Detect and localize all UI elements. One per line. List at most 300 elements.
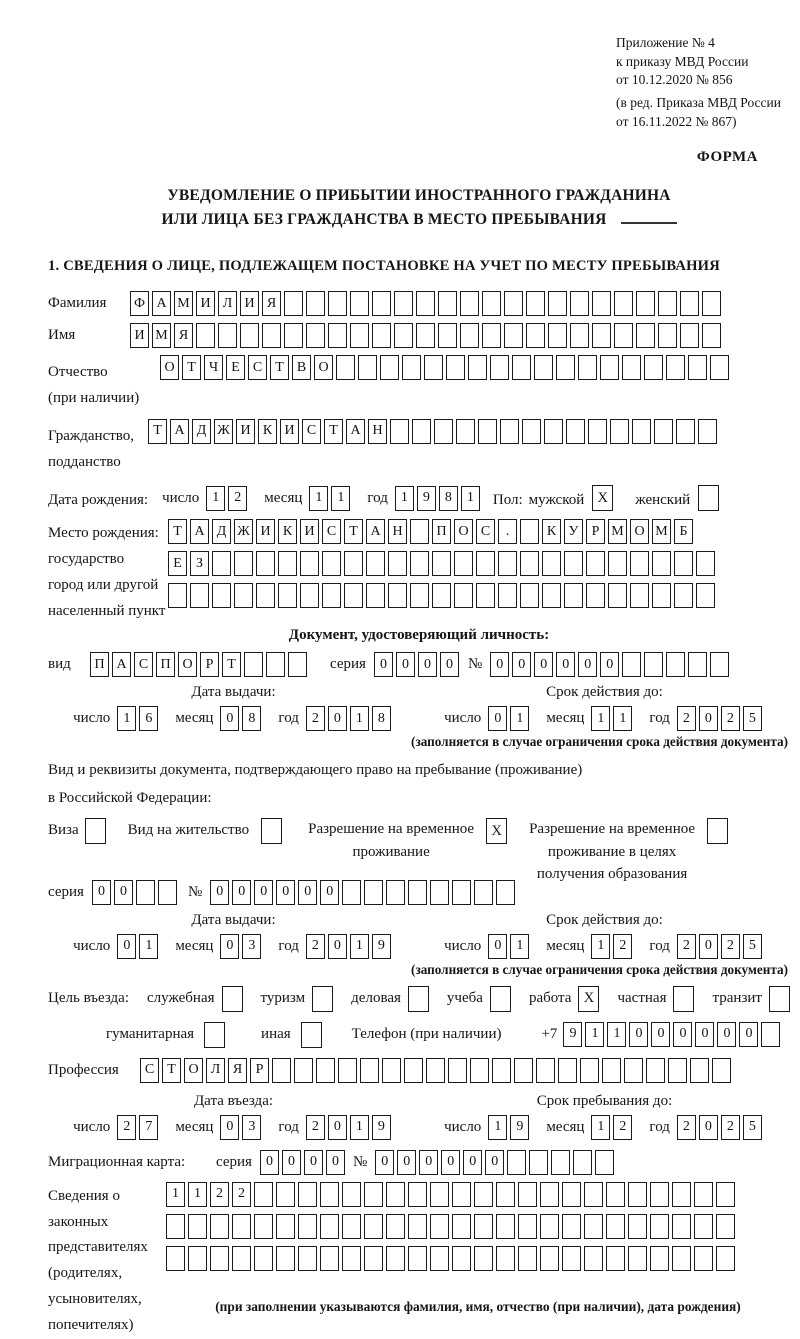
char-cell[interactable]: М <box>174 291 193 316</box>
char-cell[interactable] <box>592 323 611 348</box>
char-cell[interactable] <box>542 551 561 576</box>
char-cell[interactable] <box>320 1182 339 1207</box>
char-cell[interactable] <box>210 1214 229 1239</box>
char-cell[interactable]: Л <box>218 291 237 316</box>
char-cell[interactable] <box>350 291 369 316</box>
char-cell[interactable] <box>628 1246 647 1271</box>
char-cell[interactable]: 0 <box>440 652 459 677</box>
purpose-business-checkbox[interactable] <box>408 986 429 1012</box>
digit-cell[interactable]: 5 <box>743 934 762 959</box>
char-cell[interactable] <box>366 551 385 576</box>
char-cell[interactable] <box>416 291 435 316</box>
char-cell[interactable] <box>344 583 363 608</box>
char-cell[interactable] <box>408 880 427 905</box>
char-cell[interactable] <box>650 1182 669 1207</box>
char-cell[interactable]: Н <box>388 519 407 544</box>
digit-cell[interactable]: 1 <box>139 934 158 959</box>
char-cell[interactable]: 0 <box>534 652 553 677</box>
char-cell[interactable] <box>712 1058 731 1083</box>
char-cell[interactable] <box>364 880 383 905</box>
char-cell[interactable] <box>284 323 303 348</box>
char-cell[interactable] <box>542 583 561 608</box>
char-cell[interactable] <box>558 1058 577 1083</box>
digit-cell[interactable]: 1 <box>488 1115 507 1140</box>
char-cell[interactable] <box>158 880 177 905</box>
char-cell[interactable] <box>366 583 385 608</box>
char-cell[interactable] <box>540 1182 559 1207</box>
char-cell[interactable] <box>534 355 553 380</box>
char-cell[interactable] <box>278 551 297 576</box>
char-cell[interactable] <box>584 1182 603 1207</box>
doc-series-cells[interactable] <box>374 652 462 677</box>
char-cell[interactable] <box>452 1214 471 1239</box>
digit-cell[interactable]: 1 <box>591 1115 610 1140</box>
char-cell[interactable] <box>520 551 539 576</box>
legal-reps-cells-line3[interactable] <box>166 1246 790 1271</box>
digit-cell[interactable]: 2 <box>613 1115 632 1140</box>
char-cell[interactable] <box>196 323 215 348</box>
char-cell[interactable]: 0 <box>260 1150 279 1175</box>
digit-cell[interactable]: 2 <box>677 934 696 959</box>
char-cell[interactable] <box>622 652 641 677</box>
char-cell[interactable] <box>564 583 583 608</box>
char-cell[interactable] <box>540 1246 559 1271</box>
char-cell[interactable]: З <box>190 551 209 576</box>
digit-cell[interactable]: 1 <box>331 486 350 511</box>
digit-cell[interactable]: 3 <box>242 1115 261 1140</box>
digit-cell[interactable]: 9 <box>510 1115 529 1140</box>
char-cell[interactable]: . <box>498 519 517 544</box>
char-cell[interactable]: 0 <box>396 652 415 677</box>
char-cell[interactable] <box>360 1058 379 1083</box>
char-cell[interactable] <box>570 323 589 348</box>
char-cell[interactable] <box>478 419 497 444</box>
char-cell[interactable] <box>482 291 501 316</box>
purpose-study-checkbox[interactable] <box>490 986 511 1012</box>
digit-cell[interactable]: 0 <box>328 934 347 959</box>
char-cell[interactable] <box>696 551 715 576</box>
char-cell[interactable]: К <box>258 419 277 444</box>
digit-cell[interactable]: 0 <box>699 1115 718 1140</box>
char-cell[interactable]: П <box>432 519 451 544</box>
char-cell[interactable] <box>452 1246 471 1271</box>
char-cell[interactable]: 0 <box>210 880 229 905</box>
char-cell[interactable] <box>518 1214 537 1239</box>
char-cell[interactable] <box>586 551 605 576</box>
char-cell[interactable] <box>460 291 479 316</box>
char-cell[interactable]: М <box>608 519 627 544</box>
char-cell[interactable] <box>210 1246 229 1271</box>
birth-place-cells-line3[interactable] <box>168 583 718 608</box>
char-cell[interactable]: 0 <box>739 1022 758 1047</box>
char-cell[interactable] <box>588 419 607 444</box>
char-cell[interactable]: Р <box>586 519 605 544</box>
char-cell[interactable] <box>496 1246 515 1271</box>
digit-cell[interactable]: 0 <box>328 706 347 731</box>
char-cell[interactable]: Р <box>250 1058 269 1083</box>
char-cell[interactable] <box>666 652 685 677</box>
doc-kind-cells[interactable] <box>90 652 310 677</box>
char-cell[interactable]: 0 <box>397 1150 416 1175</box>
residence-series-cells[interactable] <box>92 880 180 905</box>
char-cell[interactable] <box>430 1246 449 1271</box>
char-cell[interactable] <box>694 1182 713 1207</box>
char-cell[interactable] <box>386 1246 405 1271</box>
char-cell[interactable] <box>404 1058 423 1083</box>
char-cell[interactable] <box>408 1214 427 1239</box>
char-cell[interactable]: 0 <box>695 1022 714 1047</box>
char-cell[interactable] <box>548 291 567 316</box>
char-cell[interactable] <box>644 355 663 380</box>
doc-number-cells[interactable] <box>490 652 732 677</box>
char-cell[interactable] <box>526 323 545 348</box>
char-cell[interactable]: Т <box>162 1058 181 1083</box>
char-cell[interactable] <box>624 1058 643 1083</box>
char-cell[interactable] <box>298 1214 317 1239</box>
char-cell[interactable] <box>434 419 453 444</box>
char-cell[interactable] <box>716 1214 735 1239</box>
migration-number-cells[interactable] <box>375 1150 617 1175</box>
char-cell[interactable]: 1 <box>188 1182 207 1207</box>
char-cell[interactable]: У <box>564 519 583 544</box>
char-cell[interactable] <box>564 551 583 576</box>
char-cell[interactable] <box>696 583 715 608</box>
purpose-other-checkbox[interactable] <box>301 1022 322 1048</box>
char-cell[interactable] <box>322 583 341 608</box>
char-cell[interactable]: Л <box>206 1058 225 1083</box>
char-cell[interactable] <box>474 880 493 905</box>
char-cell[interactable] <box>476 551 495 576</box>
char-cell[interactable]: 0 <box>600 652 619 677</box>
char-cell[interactable]: И <box>236 419 255 444</box>
char-cell[interactable]: 2 <box>210 1182 229 1207</box>
char-cell[interactable] <box>212 583 231 608</box>
digit-cell[interactable]: 1 <box>206 486 225 511</box>
digit-cell[interactable]: 2 <box>228 486 247 511</box>
char-cell[interactable]: М <box>652 519 671 544</box>
purpose-private-checkbox[interactable] <box>673 986 694 1012</box>
char-cell[interactable] <box>630 583 649 608</box>
char-cell[interactable]: О <box>314 355 333 380</box>
char-cell[interactable] <box>492 1058 511 1083</box>
char-cell[interactable] <box>498 551 517 576</box>
char-cell[interactable] <box>573 1150 592 1175</box>
char-cell[interactable]: Т <box>148 419 167 444</box>
char-cell[interactable]: 2 <box>232 1182 251 1207</box>
char-cell[interactable] <box>680 323 699 348</box>
char-cell[interactable] <box>284 291 303 316</box>
char-cell[interactable] <box>578 355 597 380</box>
digit-cell[interactable]: 1 <box>510 706 529 731</box>
char-cell[interactable]: С <box>134 652 153 677</box>
char-cell[interactable] <box>166 1246 185 1271</box>
char-cell[interactable] <box>402 355 421 380</box>
purpose-humanitarian-checkbox[interactable] <box>204 1022 225 1048</box>
char-cell[interactable] <box>276 1214 295 1239</box>
char-cell[interactable] <box>336 355 355 380</box>
char-cell[interactable] <box>424 355 443 380</box>
char-cell[interactable] <box>168 583 187 608</box>
char-cell[interactable]: Я <box>262 291 281 316</box>
char-cell[interactable]: А <box>170 419 189 444</box>
char-cell[interactable] <box>608 551 627 576</box>
patronymic-cells[interactable] <box>160 355 732 380</box>
char-cell[interactable]: 0 <box>629 1022 648 1047</box>
char-cell[interactable] <box>262 323 281 348</box>
citizenship-cells[interactable] <box>148 419 720 444</box>
purpose-transit-checkbox[interactable] <box>769 986 790 1012</box>
char-cell[interactable]: 0 <box>717 1022 736 1047</box>
char-cell[interactable] <box>482 323 501 348</box>
char-cell[interactable] <box>272 1058 291 1083</box>
char-cell[interactable] <box>536 1058 555 1083</box>
char-cell[interactable]: Д <box>212 519 231 544</box>
char-cell[interactable] <box>761 1022 780 1047</box>
char-cell[interactable] <box>672 1214 691 1239</box>
digit-cell[interactable]: 1 <box>350 706 369 731</box>
char-cell[interactable]: 0 <box>114 880 133 905</box>
temp-permit-checkbox[interactable]: X <box>486 818 507 844</box>
digit-cell[interactable]: 8 <box>372 706 391 731</box>
char-cell[interactable] <box>512 355 531 380</box>
char-cell[interactable]: Ч <box>204 355 223 380</box>
char-cell[interactable] <box>658 323 677 348</box>
char-cell[interactable] <box>294 1058 313 1083</box>
char-cell[interactable] <box>636 291 655 316</box>
char-cell[interactable] <box>320 1214 339 1239</box>
char-cell[interactable]: 9 <box>563 1022 582 1047</box>
char-cell[interactable]: П <box>156 652 175 677</box>
char-cell[interactable] <box>586 583 605 608</box>
char-cell[interactable] <box>562 1182 581 1207</box>
char-cell[interactable] <box>432 583 451 608</box>
char-cell[interactable]: Е <box>168 551 187 576</box>
char-cell[interactable] <box>328 323 347 348</box>
sex-male-checkbox[interactable]: X <box>592 485 613 511</box>
char-cell[interactable] <box>606 1182 625 1207</box>
char-cell[interactable] <box>474 1214 493 1239</box>
char-cell[interactable] <box>672 1182 691 1207</box>
char-cell[interactable]: В <box>292 355 311 380</box>
purpose-official-checkbox[interactable] <box>222 986 243 1012</box>
char-cell[interactable]: 0 <box>651 1022 670 1047</box>
char-cell[interactable]: С <box>322 519 341 544</box>
char-cell[interactable]: Ж <box>234 519 253 544</box>
char-cell[interactable] <box>212 551 231 576</box>
char-cell[interactable]: А <box>366 519 385 544</box>
char-cell[interactable] <box>452 1182 471 1207</box>
digit-cell[interactable]: 9 <box>372 934 391 959</box>
char-cell[interactable] <box>562 1246 581 1271</box>
char-cell[interactable]: Т <box>324 419 343 444</box>
char-cell[interactable]: С <box>140 1058 159 1083</box>
digit-cell[interactable]: 2 <box>721 1115 740 1140</box>
digit-cell[interactable]: 7 <box>139 1115 158 1140</box>
char-cell[interactable] <box>646 1058 665 1083</box>
char-cell[interactable] <box>658 291 677 316</box>
char-cell[interactable]: О <box>184 1058 203 1083</box>
char-cell[interactable] <box>320 1246 339 1271</box>
char-cell[interactable]: И <box>130 323 149 348</box>
char-cell[interactable] <box>382 1058 401 1083</box>
digit-cell[interactable]: 2 <box>306 1115 325 1140</box>
char-cell[interactable]: Е <box>226 355 245 380</box>
char-cell[interactable] <box>628 1214 647 1239</box>
digit-cell[interactable]: 2 <box>721 934 740 959</box>
char-cell[interactable] <box>298 1246 317 1271</box>
char-cell[interactable] <box>529 1150 548 1175</box>
char-cell[interactable] <box>410 583 429 608</box>
char-cell[interactable]: 0 <box>320 880 339 905</box>
digit-cell[interactable]: 2 <box>306 706 325 731</box>
legal-reps-cells-line2[interactable] <box>166 1214 790 1239</box>
digit-cell[interactable]: 0 <box>220 706 239 731</box>
char-cell[interactable] <box>490 355 509 380</box>
char-cell[interactable] <box>342 1246 361 1271</box>
char-cell[interactable] <box>232 1214 251 1239</box>
char-cell[interactable]: М <box>152 323 171 348</box>
char-cell[interactable] <box>548 323 567 348</box>
char-cell[interactable] <box>630 551 649 576</box>
char-cell[interactable] <box>551 1150 570 1175</box>
char-cell[interactable]: С <box>476 519 495 544</box>
char-cell[interactable] <box>610 419 629 444</box>
char-cell[interactable]: Я <box>174 323 193 348</box>
char-cell[interactable] <box>388 583 407 608</box>
char-cell[interactable]: О <box>178 652 197 677</box>
char-cell[interactable] <box>562 1214 581 1239</box>
char-cell[interactable]: Т <box>168 519 187 544</box>
char-cell[interactable] <box>500 419 519 444</box>
char-cell[interactable]: П <box>90 652 109 677</box>
char-cell[interactable] <box>276 1246 295 1271</box>
digit-cell[interactable]: 0 <box>328 1115 347 1140</box>
char-cell[interactable]: 0 <box>485 1150 504 1175</box>
char-cell[interactable] <box>644 652 663 677</box>
char-cell[interactable] <box>595 1150 614 1175</box>
char-cell[interactable] <box>438 323 457 348</box>
char-cell[interactable] <box>364 1246 383 1271</box>
visa-checkbox[interactable] <box>85 818 106 844</box>
digit-cell[interactable]: 9 <box>417 486 436 511</box>
char-cell[interactable]: С <box>302 419 321 444</box>
char-cell[interactable] <box>570 291 589 316</box>
digit-cell[interactable]: 3 <box>242 934 261 959</box>
char-cell[interactable] <box>622 355 641 380</box>
char-cell[interactable]: 1 <box>607 1022 626 1047</box>
char-cell[interactable] <box>276 1182 295 1207</box>
digit-cell[interactable]: 8 <box>439 486 458 511</box>
char-cell[interactable]: И <box>280 419 299 444</box>
char-cell[interactable]: Я <box>228 1058 247 1083</box>
char-cell[interactable] <box>278 583 297 608</box>
char-cell[interactable] <box>526 291 545 316</box>
char-cell[interactable]: 0 <box>441 1150 460 1175</box>
char-cell[interactable] <box>666 355 685 380</box>
char-cell[interactable] <box>288 652 307 677</box>
digit-cell[interactable]: 0 <box>117 934 136 959</box>
digit-cell[interactable]: 0 <box>220 934 239 959</box>
char-cell[interactable] <box>426 1058 445 1083</box>
char-cell[interactable]: И <box>256 519 275 544</box>
char-cell[interactable] <box>244 652 263 677</box>
char-cell[interactable] <box>218 323 237 348</box>
char-cell[interactable] <box>654 419 673 444</box>
char-cell[interactable] <box>698 419 717 444</box>
char-cell[interactable] <box>190 583 209 608</box>
char-cell[interactable] <box>688 652 707 677</box>
char-cell[interactable] <box>584 1246 603 1271</box>
char-cell[interactable] <box>710 652 729 677</box>
char-cell[interactable]: 0 <box>326 1150 345 1175</box>
char-cell[interactable] <box>306 291 325 316</box>
char-cell[interactable] <box>476 583 495 608</box>
char-cell[interactable] <box>652 583 671 608</box>
char-cell[interactable]: 0 <box>556 652 575 677</box>
char-cell[interactable] <box>470 1058 489 1083</box>
residence-permit-checkbox[interactable] <box>261 818 282 844</box>
char-cell[interactable]: Ф <box>130 291 149 316</box>
char-cell[interactable] <box>496 880 515 905</box>
digit-cell[interactable]: 2 <box>721 706 740 731</box>
char-cell[interactable]: Д <box>192 419 211 444</box>
char-cell[interactable]: 0 <box>418 652 437 677</box>
char-cell[interactable] <box>694 1246 713 1271</box>
char-cell[interactable] <box>518 1182 537 1207</box>
char-cell[interactable] <box>504 291 523 316</box>
char-cell[interactable] <box>680 291 699 316</box>
char-cell[interactable] <box>474 1182 493 1207</box>
char-cell[interactable] <box>688 355 707 380</box>
char-cell[interactable]: 0 <box>673 1022 692 1047</box>
char-cell[interactable] <box>614 323 633 348</box>
char-cell[interactable]: 0 <box>276 880 295 905</box>
digit-cell[interactable]: 0 <box>488 706 507 731</box>
digit-cell[interactable]: 1 <box>613 706 632 731</box>
char-cell[interactable]: А <box>152 291 171 316</box>
digit-cell[interactable]: 6 <box>139 706 158 731</box>
char-cell[interactable]: Б <box>674 519 693 544</box>
char-cell[interactable] <box>254 1246 273 1271</box>
char-cell[interactable]: 1 <box>585 1022 604 1047</box>
char-cell[interactable] <box>592 291 611 316</box>
char-cell[interactable] <box>710 355 729 380</box>
char-cell[interactable] <box>668 1058 687 1083</box>
char-cell[interactable]: 0 <box>578 652 597 677</box>
char-cell[interactable]: Т <box>222 652 241 677</box>
char-cell[interactable]: 0 <box>490 652 509 677</box>
char-cell[interactable]: И <box>196 291 215 316</box>
char-cell[interactable] <box>386 880 405 905</box>
digit-cell[interactable]: 1 <box>591 706 610 731</box>
digit-cell[interactable]: 2 <box>306 934 325 959</box>
char-cell[interactable] <box>496 1182 515 1207</box>
edu-permit-checkbox[interactable] <box>707 818 728 844</box>
purpose-tourism-checkbox[interactable] <box>312 986 333 1012</box>
legal-reps-cells-line1[interactable] <box>166 1182 790 1207</box>
char-cell[interactable] <box>364 1214 383 1239</box>
char-cell[interactable] <box>388 551 407 576</box>
char-cell[interactable] <box>266 652 285 677</box>
char-cell[interactable]: Н <box>368 419 387 444</box>
char-cell[interactable] <box>300 551 319 576</box>
digit-cell[interactable]: 2 <box>677 1115 696 1140</box>
profession-cells[interactable] <box>140 1058 734 1083</box>
char-cell[interactable] <box>342 880 361 905</box>
char-cell[interactable] <box>322 551 341 576</box>
digit-cell[interactable]: 5 <box>743 706 762 731</box>
digit-cell[interactable]: 5 <box>743 1115 762 1140</box>
